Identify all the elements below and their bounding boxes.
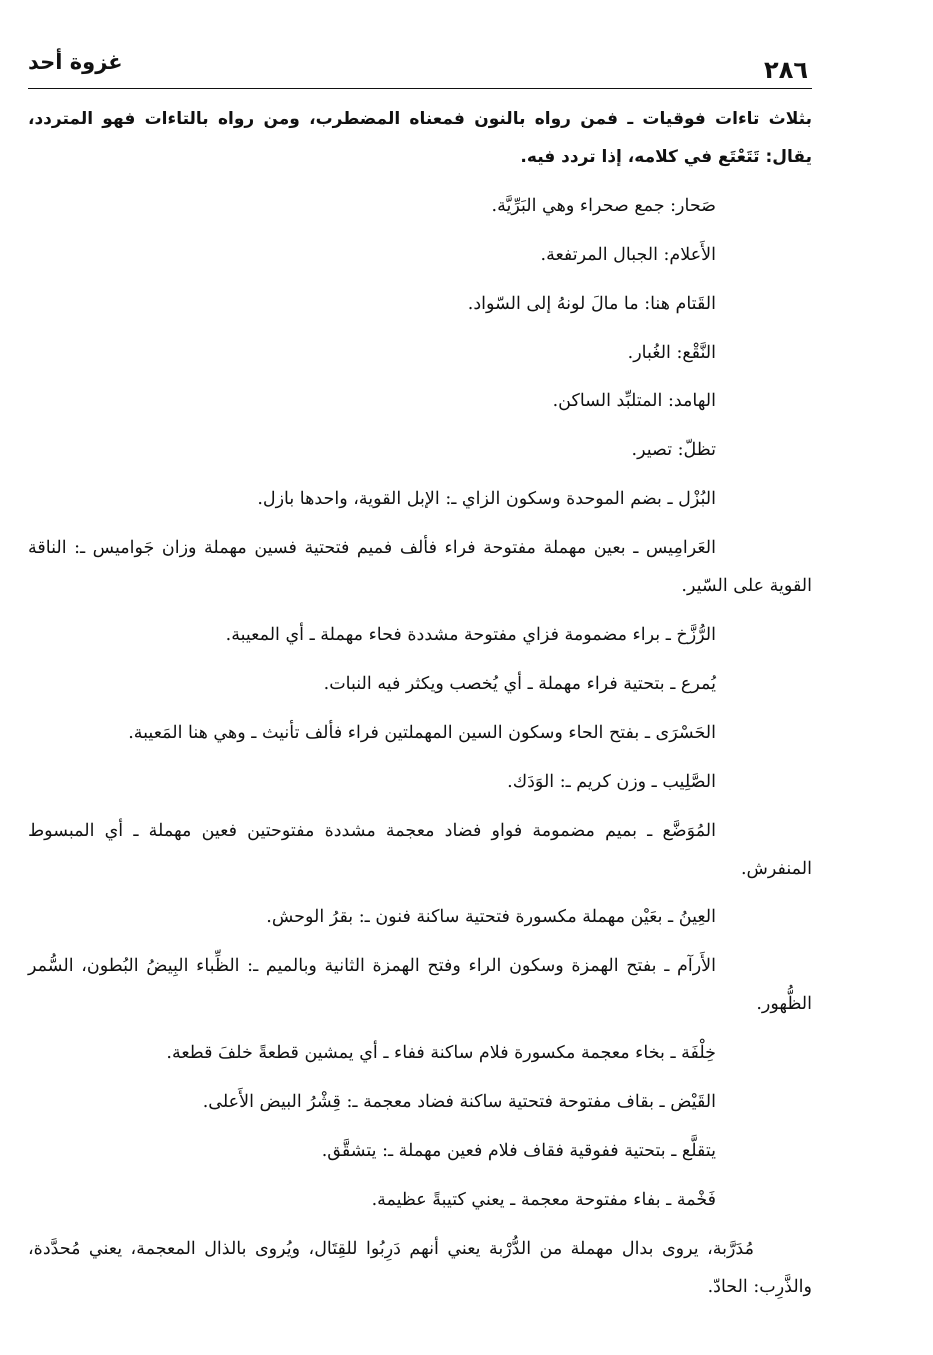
gloss-entry: المُوَضَّع ـ بميم مضمومة فواو فضاد معجمة مشددة مفتوحتين فعين مهملة ـ أي المبسوط المنفرش. xyxy=(28,820,812,879)
gloss-entry: الرُّزَّخ ـ براء مضمومة فزاي مفتوحة مشددة فحاء مهملة ـ أي المعيبة. xyxy=(225,625,716,646)
page-number: ٢٨٦ xyxy=(764,56,808,84)
gloss-entry: العَرامِيس ـ بعين مهملة مفتوحة فراء فألف فميم فتحتية فسين مهملة وزان جَواميس ـ: الناقة القوية على السّير. xyxy=(28,538,812,597)
gloss-entry: الأَعلام: الجبال المرتفعة. xyxy=(540,244,716,265)
gloss-entry: الهامد: المتلبِّد الساكن. xyxy=(552,391,716,412)
gloss-entry: يتقلَّع ـ بتحتية ففوقية فقاف فلام فعين مهملة ـ: يتشقَّق. xyxy=(321,1141,716,1162)
gloss-entry: تظلّ: تصير. xyxy=(631,440,716,461)
page-header xyxy=(28,46,812,84)
gloss-entry: الحَسْرَى ـ بفتح الحاء وسكون السين المهملتين فراء فألف تأنيث ـ وهي هنا المَعيبة. xyxy=(128,722,716,743)
gloss-entry: يُمرع ـ بتحتية فراء مهملة ـ أي يُخصب ويكثر فيه النبات. xyxy=(323,673,716,694)
gloss-entry: البُزْل ـ بضم الموحدة وسكون الزاي ـ: الإبل القوية، واحدها بازل. xyxy=(257,489,716,510)
gloss-entry: القَتام هنا: ما مالَ لونهُ إلى السّواد. xyxy=(467,293,716,314)
gloss-entry: العِينُ ـ بعَيْن مهملة مكسورة فتحتية ساكنة فنون ـ: بقرُ الوحش. xyxy=(266,907,716,928)
running-title: غزوة أحد xyxy=(28,50,123,74)
page-body xyxy=(28,100,812,1317)
intro-paragraph: بثلاث تاءات فوقيات ـ فمن رواه بالنون فمعناه المضطرب، ومن رواه بالتاءات فهو المتردد، يقال: تَتَعْتَع في كلامه، إذا تردد فيه. xyxy=(28,109,812,167)
gloss-entry: خِلْفَة ـ بخاء معجمة مكسورة فلام ساكنة ففاء ـ أي يمشين قطعةً خلفَ قطعة. xyxy=(166,1043,716,1064)
gloss-entry: مُدَرَّبة، يروى بدال مهملة من الدُّرْبة يعني أنهم دَرِبُوا للقِتَال، ويُروى بالذال المعجمة، يعني مُحدَّدة، والذَّرِب: الحادّ. xyxy=(28,1238,812,1297)
gloss-entry: النَّقْع: الغُبار. xyxy=(627,342,716,363)
header-rule xyxy=(28,88,812,89)
book-page xyxy=(28,46,812,1297)
gloss-entry: الصَّلِيب ـ وزن كريم ـ: الوَدَك. xyxy=(507,771,716,792)
gloss-entry: فَخْمة ـ بفاء مفتوحة معجمة ـ يعني كتيبةً عظيمة. xyxy=(371,1189,716,1210)
gloss-entry: القَيْض ـ بقاف مفتوحة فتحتية ساكنة فضاد معجمة ـ: قِشْرُ البيض الأَعلى. xyxy=(202,1092,716,1113)
gloss-entry: صَحار: جمع صحراء وهي البَرِّيَّة. xyxy=(491,195,716,216)
gloss-entry: الأَرآم ـ بفتح الهمزة وسكون الراء وفتح الهمزة الثانية وبالميم ـ: الظِّباء البِيضُ البُطون، السُّمر الظُّهور. xyxy=(28,956,812,1015)
